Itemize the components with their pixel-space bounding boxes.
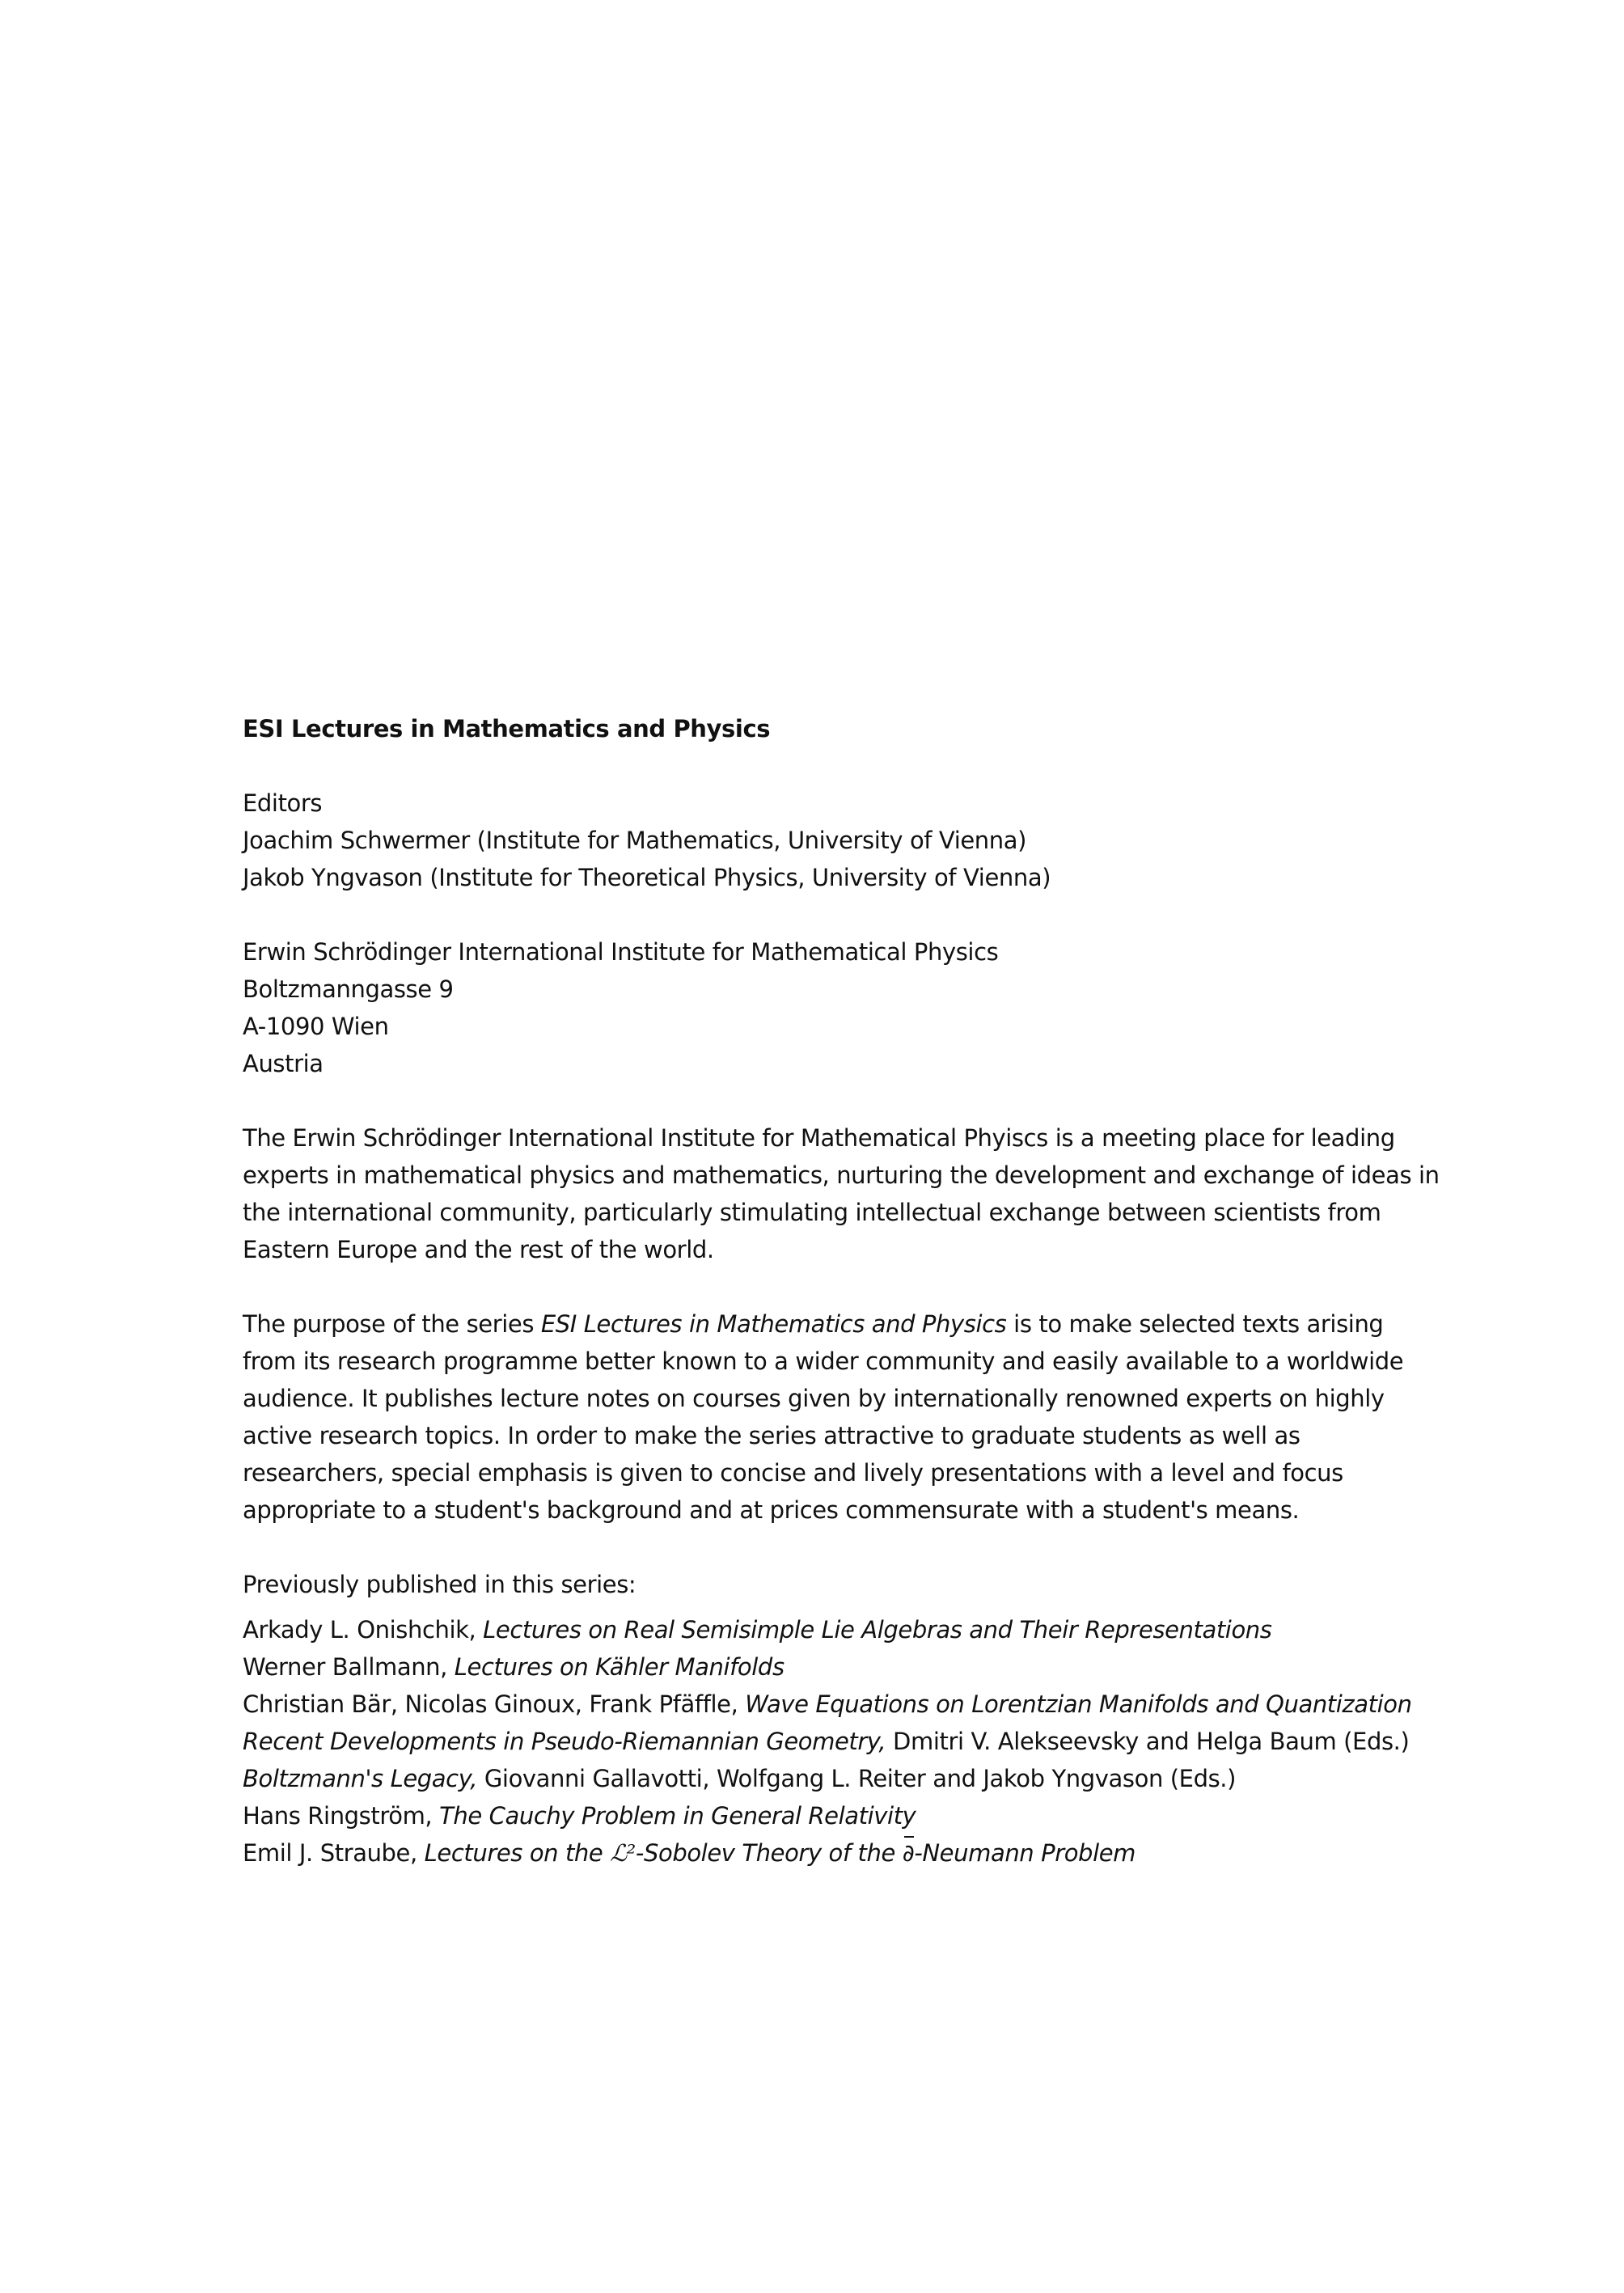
publication-title: Lectures on Kähler Manifolds — [454, 1653, 785, 1681]
publication-title-part: Lectures on the — [424, 1839, 611, 1867]
publication-item — [243, 1686, 1440, 1723]
publication-title: Boltzmann's Legacy, — [243, 1765, 478, 1792]
publication-item — [243, 1760, 1440, 1797]
address-street: Boltzmanngasse 9 — [243, 975, 454, 1003]
publication-title: The Cauchy Problem in General Relativity — [439, 1802, 916, 1830]
editors-block — [243, 785, 1440, 896]
purpose-text-start: The purpose of the series — [243, 1310, 541, 1338]
publication-item — [243, 1834, 1440, 1872]
publication-item — [243, 1611, 1440, 1648]
address-institute: Erwin Schrödinger International Institute for Mathematical Physics — [243, 938, 999, 966]
publication-editors: Giovanni Gallavotti, Wolfgang L. Reiter and Jakob Yngvason (Eds.) — [477, 1765, 1237, 1792]
publication-author: Hans Ringström, — [243, 1802, 440, 1830]
dbar-symbol: ∂ — [903, 1834, 915, 1872]
publication-author: Emil J. Straube, — [243, 1839, 425, 1867]
publication-title-part: -Neumann Problem — [914, 1839, 1136, 1867]
series-title: ESI Lectures in Mathematics and Physics — [243, 715, 771, 742]
publication-item — [243, 1648, 1440, 1686]
address-country: Austria — [243, 1050, 324, 1077]
editor-name: Jakob Yngvason (Institute for Theoretical Physics, University of Vienna) — [243, 864, 1051, 891]
publication-author: Christian Bär, Nicolas Ginoux, Frank Pfäffle, — [243, 1690, 746, 1718]
purpose-paragraph — [243, 1305, 1440, 1529]
publication-author: Arkady L. Onishchik, — [243, 1616, 484, 1644]
about-paragraph: The Erwin Schrödinger International Institute for Mathematical Phyiscs is a meeting place for leading experts in mathematical physics and mathematics, nurturing the development and exchange of ideas in the international community, particularly stimulating intellectual exchange between scientists from Eastern Europe and the rest of the world. — [243, 1124, 1440, 1263]
publication-list — [243, 1611, 1440, 1872]
publication-title: Wave Equations on Lorentzian Manifolds and Quantization — [745, 1690, 1412, 1718]
publication-title: Recent Developments in Pseudo-Riemannian Geometry, — [243, 1728, 886, 1755]
editor-name: Joachim Schwermer (Institute for Mathematics, University of Vienna) — [243, 827, 1027, 854]
purpose-series-title: ESI Lectures in Mathematics and Physics — [540, 1310, 1007, 1338]
editors-label: Editors — [243, 789, 323, 817]
previously-published-label: Previously published in this series: — [243, 1571, 636, 1598]
series-info-page — [243, 710, 1440, 1872]
address-city: A-1090 Wien — [243, 1013, 389, 1040]
address-block — [243, 933, 1440, 1082]
purpose-text-end: is to make selected texts arising from its research programme better known to a wider community and easily available to a worldwide audience. It publishes lecture notes on courses given by internationally renowned experts on highly active research topics. In order to make the series attractive to graduate students as well as researchers, special emphasis is given to concise and lively presentations with a level and focus appropriate to a student's background and at prices commensurate with a student's means. — [243, 1310, 1404, 1524]
publication-author: Werner Ballmann, — [243, 1653, 455, 1681]
publication-title — [425, 1839, 1136, 1867]
publication-item — [243, 1723, 1440, 1760]
publication-editors: Dmitri V. Alekseevsky and Helga Baum (Eds.) — [886, 1728, 1410, 1755]
publication-item — [243, 1797, 1440, 1834]
publication-title-part: -Sobolev Theory of the — [635, 1839, 903, 1867]
l2-symbol: ℒ² — [610, 1839, 636, 1867]
publication-title: Lectures on Real Semisimple Lie Algebras and Their Representations — [483, 1616, 1272, 1644]
